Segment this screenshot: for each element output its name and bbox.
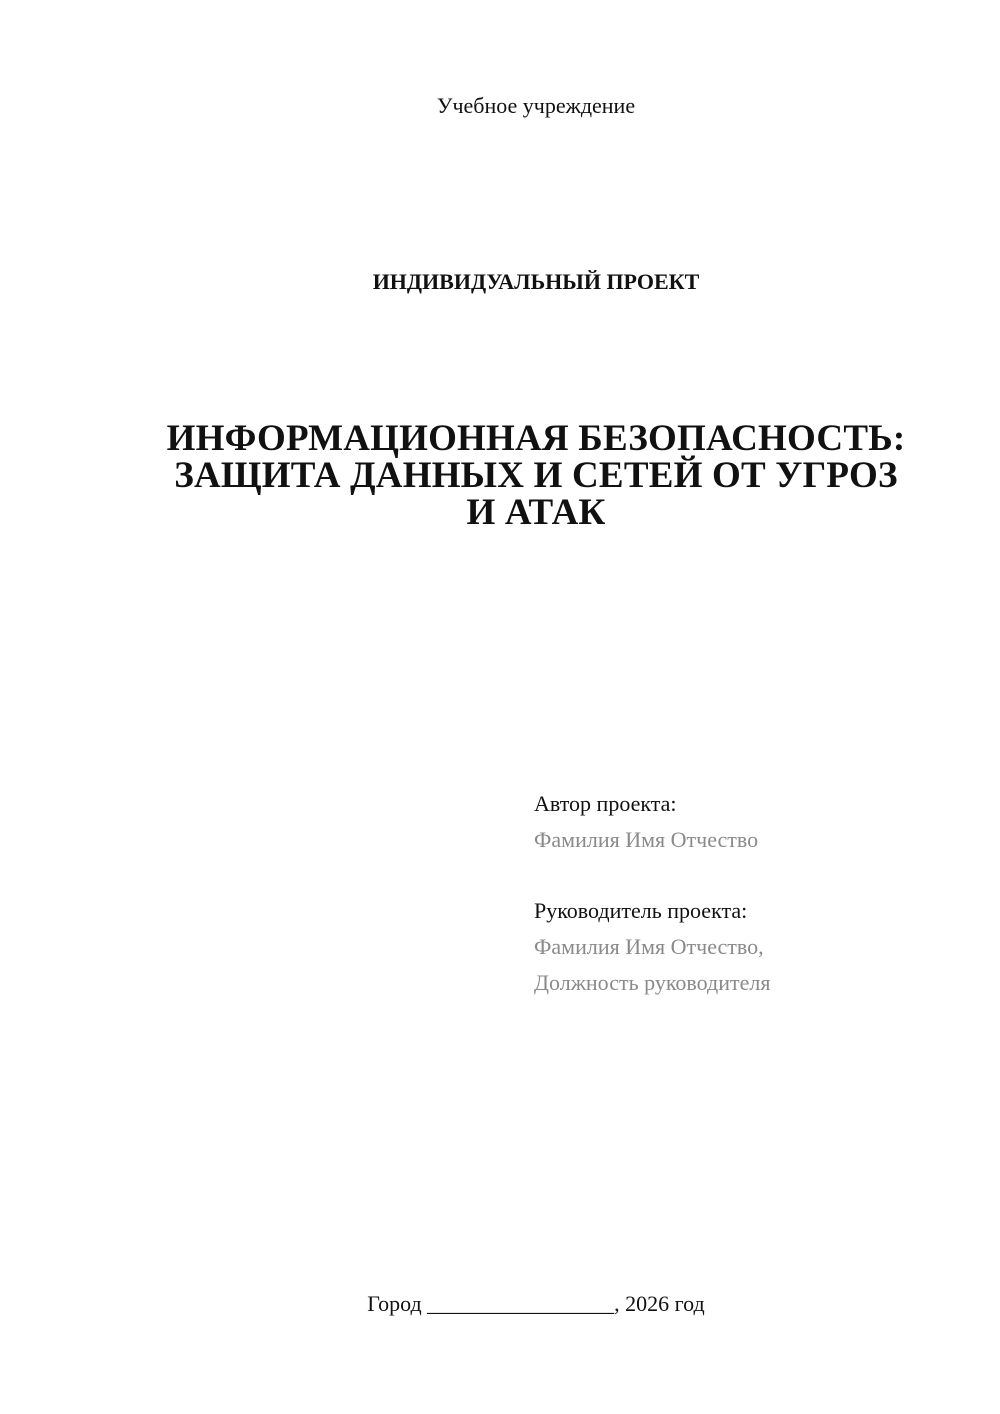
supervisor-position: Должность руководителя [534, 970, 771, 995]
project-title-line-1: ИНФОРМАЦИОННАЯ БЕЗОПАСНОСТЬ: [166, 418, 906, 459]
supervisor-label: Руководитель проекта: [534, 898, 748, 923]
project-title-line-2: ЗАЩИТА ДАННЫХ И СЕТЕЙ ОТ УГРОЗ [174, 455, 898, 496]
project-title-line-3: И АТАК [466, 492, 606, 533]
supervisor-name: Фамилия Имя Отчество, [534, 934, 764, 959]
author-name: Фамилия Имя Отчество [534, 827, 759, 852]
author-label: Автор проекта: [534, 791, 677, 816]
author-block [534, 786, 974, 858]
project-type-heading: ИНДИВИДУАЛЬНЫЙ ПРОЕКТ [372, 269, 700, 294]
project-title [100, 420, 972, 531]
city-year-line: Город _________________, 2026 год [367, 1291, 705, 1316]
supervisor-block [534, 893, 974, 1001]
institution-name: Учебное учреждение [436, 93, 636, 118]
